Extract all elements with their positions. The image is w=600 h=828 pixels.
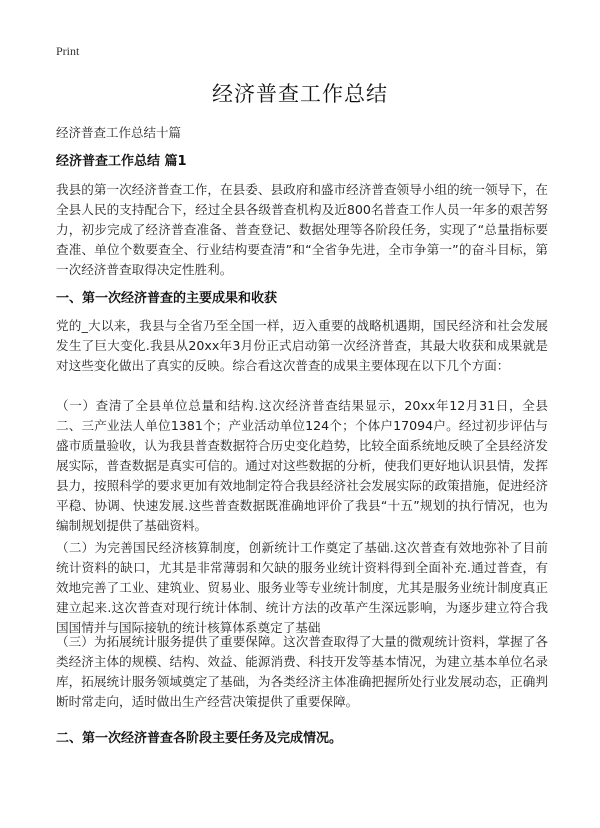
- section1-intro-paragraph: 党的_大以来，我县与全省乃至全国一样，迈入重要的战略机遇期，国民经济和社会发展发生了巨大变化.我县从20xx年3月份正式启动第一次经济普查，其最大收获和成果就是对这些变化做出了真实的反映。综合看这次普查的成果主要体现在以下几个方面：: [56, 318, 548, 373]
- intro-paragraph: 我县的第一次经济普查工作，在县委、县政府和盛市经济普查领导小组的统一领导下，在全县人民的支持配合下，经过全县各级普查机构及近800名普查工作人员一年多的艰苦努力，初步完成了经济普查准备、普查登记、数据处理等各阶段任务，实现了“总量指标要查准、单位个数要查全、行业结构要查清”和“全省争先进，全市争第一”的奋斗目标，第一次经济普查取得决定性胜利。: [56, 182, 548, 277]
- print-link[interactable]: Print: [56, 44, 80, 58]
- section-heading-2: 二、第一次经济普查各阶段主要任务及完成情况。: [56, 731, 343, 746]
- article-heading: 经济普查工作总结 篇1: [56, 154, 187, 169]
- point-2-paragraph: （二）为完善国民经济核算制度，创新统计工作奠定了基础.这次普查有效地弥补了目前统计资料的缺口，尤其是非常薄弱和欠缺的服务业统计资料得到全面补充.通过普查，有效地完善了工业、建筑业、贸易业、服务业等专业统计制度，尤其是服务业统计制度真正建立起来.这次普查对现行统计体制、统计方法的改革产生深远影响，为逐步建立符合我国国情并与国际接轨的统计核算体系奠定了基础: [56, 540, 548, 635]
- section-heading-1: 一、第一次经济普查的主要成果和收获: [56, 291, 278, 306]
- point-1-paragraph: （一）查清了全县单位总量和结构.这次经济普查结果显示，20xx年12月31日，全县二、三产业法人单位1381个；产业活动单位124个；个体户17094户。经过初步评估与盛市质量验收，认为我县普查数据符合历史变化趋势，比较全面系统地反映了全县经济发展实际，普查数据是真实可信的。通过对这些数据的分析，使我们更好地认识县情，发挥县力，按照科学的要求更加有效地制定符合我县经济社会发展实际的政策措施，促进经济平稳、协调、快速发展.这些普查数据既准确地评价了我县“十五”规划的执行情况，也为编制规划提供了基础资料。: [56, 398, 548, 533]
- point-3-paragraph: （三）为拓展统计服务提供了重要保障。这次普查取得了大量的微观统计资料，掌握了各类经济主体的规模、结构、效益、能源消费、科技开发等基本情况，为建立基本单位名录库，拓展统计服务领域奠定了基础，为各类经济主体准确把握所处行业发展动态，正确判断时常走向，适时做出生产经营决策提供了重要保障。: [56, 634, 548, 709]
- page-title: 经济普查工作总结: [212, 82, 388, 106]
- document-subtitle: 经济普查工作总结十篇: [56, 125, 182, 140]
